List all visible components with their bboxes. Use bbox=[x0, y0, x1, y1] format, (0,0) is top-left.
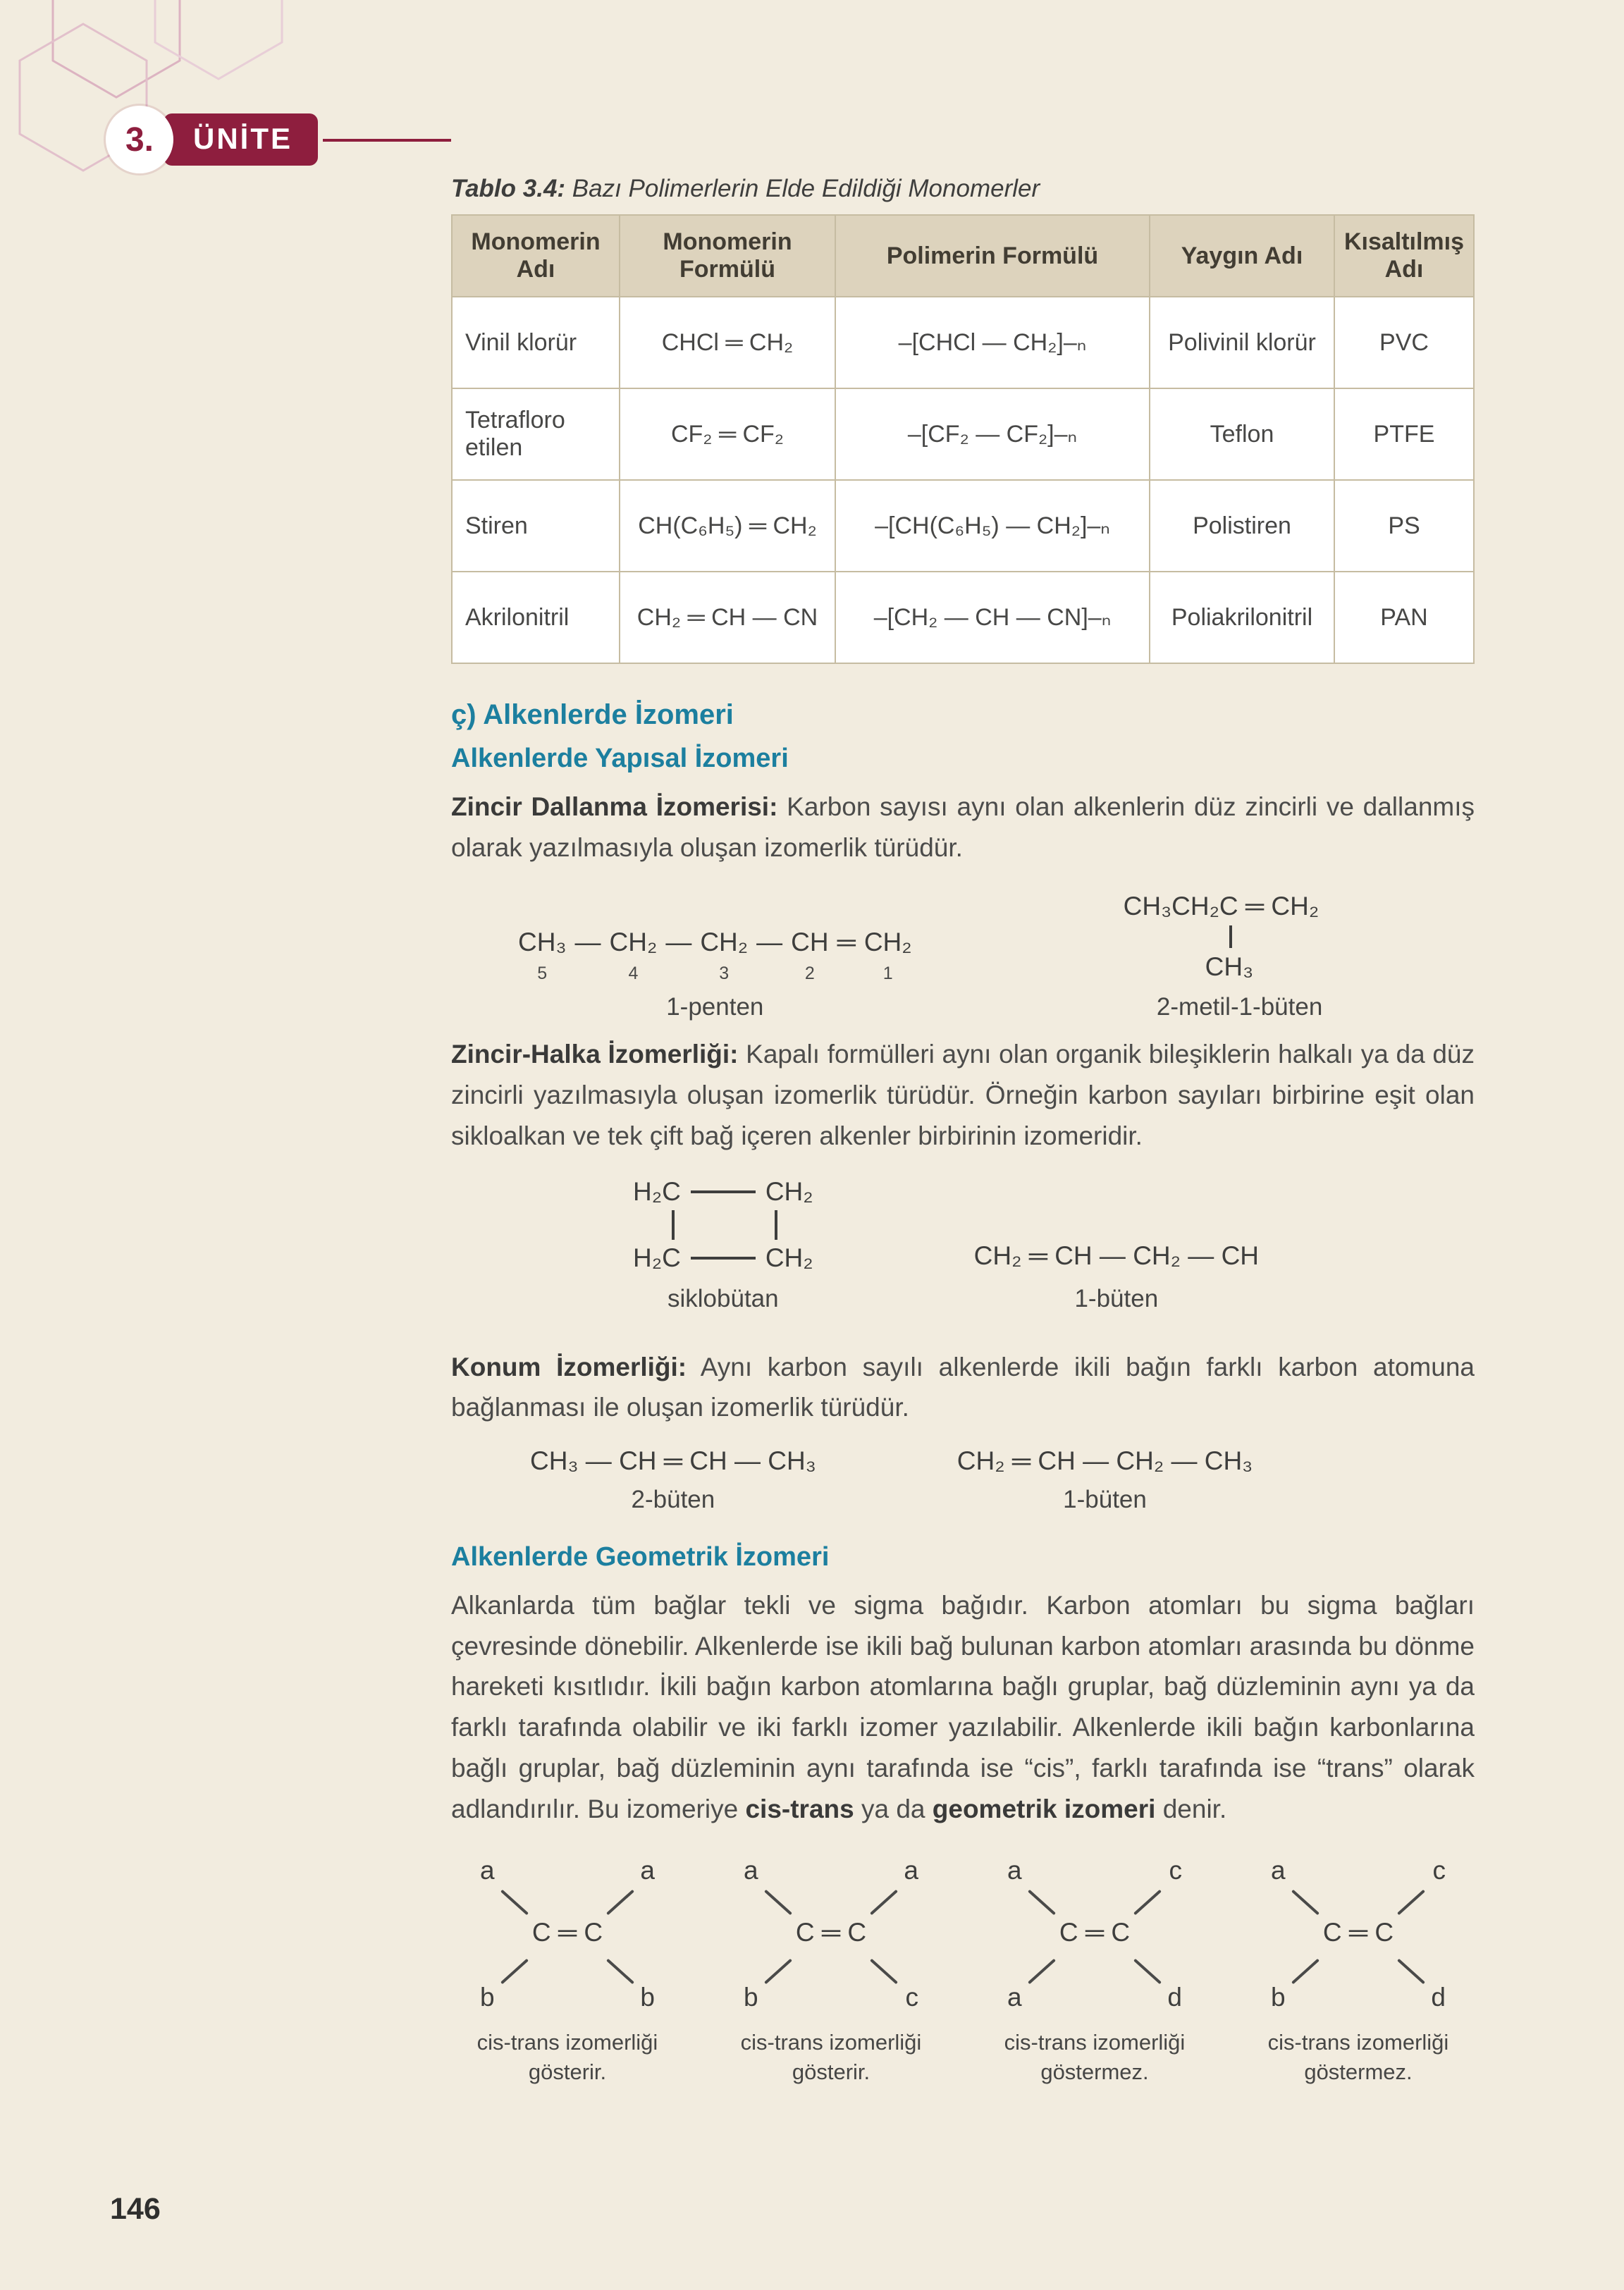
cell-monomer-formula: CH(C₆H₅) ═ CH₂ bbox=[620, 480, 835, 572]
cell-abbreviation: PAN bbox=[1334, 572, 1474, 663]
carbon-number: 4 bbox=[628, 963, 639, 983]
section-heading-alkenlerde-izomeri: ç) Alkenlerde İzomeri bbox=[451, 699, 734, 730]
carbon-unit bbox=[518, 928, 567, 983]
cell-monomer-formula: CF₂ ═ CF₂ bbox=[620, 388, 835, 480]
cell-common-name: Polivinil klorür bbox=[1150, 297, 1334, 388]
col-header-polymer-formula: Polimerin Formülü bbox=[835, 215, 1150, 297]
substituent-top-left: a bbox=[480, 1856, 495, 1885]
paragraph-text: Alkanlarda tüm bağlar tekli ve sigma bağıdır. Karbon atomları bu sigma bağları çevresinde dönebilir. Alkenlerde ise ikili bağ bulunan karbon atomları arasında bu dönme hareketi kısıtlıdır. İkili bağın karbon atomlarına bağlı gruplar, bağ düzleminin aynı ya da farklı tarafında olabilir ve iki farklı izomer yazılabilir. Alkenlerde ikili bağın karbonlarına bağlı gruplar, bağ düzleminin aynı tarafında ise “cis”, farklı tarafında ise “trans” olarak adlandırılır. Bu izomeriye bbox=[451, 1591, 1475, 1823]
cell-common-name: Polistiren bbox=[1150, 480, 1334, 572]
carbon-number: 2 bbox=[804, 963, 815, 983]
table-row bbox=[452, 572, 1474, 663]
bond-diagonal bbox=[500, 1890, 529, 1915]
vertical-bond bbox=[672, 1210, 675, 1240]
cis-trans-diagram-3 bbox=[978, 1856, 1211, 2087]
single-bond: — bbox=[665, 928, 692, 957]
subsection-heading-geometrik-izomeri: Alkenlerde Geometrik İzomeri bbox=[451, 1542, 830, 1572]
horizontal-bond bbox=[691, 1190, 756, 1193]
structure-2-buten bbox=[530, 1446, 816, 1514]
double-bond-center: C ═ C bbox=[1059, 1918, 1131, 1947]
diagram-caption: cis-trans izomerliği gösterir. bbox=[740, 2030, 922, 2085]
bond-diagonal bbox=[1291, 1890, 1320, 1915]
bond-diagonal bbox=[1397, 1890, 1425, 1915]
cell-monomer-formula: CH₂ ═ CH — CN bbox=[620, 572, 835, 663]
paragraph-text: ya da bbox=[854, 1794, 933, 1823]
ring-vertical-bonds bbox=[633, 1209, 813, 1241]
ring-bottom-row bbox=[633, 1241, 813, 1275]
table-caption bbox=[451, 175, 1475, 203]
substituent-top-left: a bbox=[1007, 1856, 1022, 1885]
cis-trans-diagram-1 bbox=[451, 1856, 684, 2087]
paragraph-lead: Zincir-Halka İzomerliği: bbox=[451, 1040, 739, 1069]
cell-abbreviation: PS bbox=[1334, 480, 1474, 572]
cell-abbreviation: PTFE bbox=[1334, 388, 1474, 480]
single-bond: — bbox=[756, 928, 783, 957]
carbon-formula: CH bbox=[791, 928, 829, 957]
unit-divider-line bbox=[323, 139, 451, 142]
structure-row-chain-isomers bbox=[451, 892, 1475, 1021]
cis-trans-figure bbox=[735, 1856, 927, 2017]
substituent-bottom-right: b bbox=[640, 1983, 655, 2012]
cell-polymer-formula: –[CF₂ — CF₂]–ₙ bbox=[835, 388, 1150, 480]
cell-monomer-name: Vinil klorür bbox=[452, 297, 620, 388]
double-bond-center: C ═ C bbox=[1322, 1918, 1394, 1947]
structure-2-metil-1-buten bbox=[1124, 892, 1356, 1021]
structure-label: 2-büten bbox=[631, 1486, 715, 1514]
cis-trans-diagram-row bbox=[451, 1856, 1475, 2087]
diagram-caption: cis-trans izomerliği gösterir. bbox=[476, 2030, 658, 2085]
unit-label: ÜNİTE bbox=[164, 113, 318, 166]
paragraph-text: Aynı karbon sayılı alkenlerde ikili bağın farklı karbon atomuna bağlanması ile oluşan izomerlik türüdür. bbox=[451, 1352, 1475, 1422]
hexagon-outline bbox=[53, 0, 180, 97]
branch-group: CH₃ bbox=[1205, 952, 1254, 982]
substituent-bottom-left: b bbox=[1271, 1983, 1286, 2012]
bold-cis-trans: cis-trans bbox=[745, 1794, 854, 1823]
double-bond-center: C ═ C bbox=[795, 1918, 867, 1947]
page-number: 146 bbox=[110, 2192, 161, 2226]
bold-geometrik-izomeri: geometrik izomeri bbox=[932, 1794, 1156, 1823]
substituent-top-right: a bbox=[904, 1856, 918, 1885]
unit-number: 3. bbox=[106, 106, 173, 173]
cell-polymer-formula: –[CHCl — CH₂]–ₙ bbox=[835, 297, 1150, 388]
structure-1-buten bbox=[957, 1446, 1253, 1514]
hexagon-outline bbox=[155, 0, 282, 79]
structure-1-buten bbox=[974, 1241, 1259, 1313]
structure-label: 2-metil-1-büten bbox=[1156, 993, 1323, 1021]
substituent-bottom-right: d bbox=[1167, 1983, 1182, 2012]
table-row bbox=[452, 480, 1474, 572]
structure-label: 1-büten bbox=[1063, 1486, 1147, 1514]
carbon-unit bbox=[700, 928, 748, 983]
table-caption-label: Tablo 3.4: bbox=[451, 175, 566, 202]
col-header-abbreviation: Kısaltılmış Adı bbox=[1334, 215, 1474, 297]
formula: CH₂ ═ CH — CH₂ — CH₃ bbox=[956, 1446, 1253, 1476]
paragraph-geometrik-izomeri bbox=[451, 1585, 1475, 1829]
structure-label: 1-büten bbox=[1074, 1284, 1159, 1312]
subsection-heading-yapisal-izomeri: Alkenlerde Yapısal İzomeri bbox=[451, 744, 789, 773]
bond-diagonal bbox=[870, 1890, 898, 1915]
paragraph-zincir-halka bbox=[451, 1034, 1475, 1156]
table-row bbox=[452, 388, 1474, 480]
cell-abbreviation: PVC bbox=[1334, 297, 1474, 388]
carbon-unit bbox=[610, 928, 658, 983]
cell-monomer-name: Tetrafloro etilen bbox=[452, 388, 620, 480]
carbon-formula: CH₂ bbox=[609, 928, 658, 957]
ring-top-row bbox=[633, 1175, 813, 1209]
bond-diagonal bbox=[500, 1959, 529, 1984]
carbon-chain bbox=[518, 928, 912, 983]
bond-diagonal bbox=[606, 1890, 634, 1915]
cell-monomer-name: Akrilonitril bbox=[452, 572, 620, 663]
structure-label: 1-penten bbox=[666, 993, 764, 1021]
bond-diagonal bbox=[764, 1890, 792, 1915]
carbon-formula: CH₃ bbox=[518, 928, 567, 957]
double-bond-center: C ═ C bbox=[531, 1918, 603, 1947]
horizontal-bond bbox=[691, 1257, 756, 1260]
table-caption-text: Bazı Polimerlerin Elde Edildiği Monomerler bbox=[565, 175, 1040, 202]
cis-trans-figure bbox=[472, 1856, 663, 2017]
polymer-monomer-table bbox=[451, 214, 1475, 664]
structure-row-position-isomers bbox=[451, 1446, 1475, 1514]
substituent-bottom-left: b bbox=[480, 1983, 495, 2012]
substituent-bottom-left: a bbox=[1007, 1983, 1022, 2012]
paragraph-lead: Konum İzomerliği: bbox=[451, 1352, 687, 1381]
bond-diagonal bbox=[1028, 1890, 1056, 1915]
structure-siklobutan bbox=[633, 1175, 813, 1313]
col-header-monomer-name: Monomerin Adı bbox=[452, 215, 620, 297]
structure-1-penten bbox=[518, 928, 912, 1021]
cell-common-name: Poliakrilonitril bbox=[1150, 572, 1334, 663]
cell-common-name: Teflon bbox=[1150, 388, 1334, 480]
bond-diagonal bbox=[870, 1959, 898, 1984]
paragraph-text: denir. bbox=[1155, 1794, 1227, 1823]
bond-diagonal bbox=[764, 1959, 792, 1984]
cyclobutane-ring bbox=[633, 1175, 813, 1275]
cis-trans-figure bbox=[999, 1856, 1191, 2017]
cis-trans-figure bbox=[1262, 1856, 1454, 2017]
substituent-top-right: c bbox=[1432, 1856, 1446, 1885]
bond-diagonal bbox=[1291, 1959, 1320, 1984]
cis-trans-diagram-4 bbox=[1242, 1856, 1475, 2087]
structure-label: siklobütan bbox=[668, 1284, 779, 1312]
page-content bbox=[451, 175, 1475, 2087]
cell-polymer-formula: –[CH₂ — CH — CN]–ₙ bbox=[835, 572, 1150, 663]
ring-group: H₂C bbox=[633, 1243, 681, 1272]
paragraph-text: Karbon sayısı aynı olan alkenlerin düz zincirli ve dallanmış olarak yazılmasıyla oluşan izomerlik türüdür. bbox=[451, 792, 1475, 862]
cell-monomer-formula: CHCl ═ CH₂ bbox=[620, 297, 835, 388]
double-bond: ═ bbox=[837, 928, 856, 957]
formula: CH₃ — CH ═ CH — CH₃ bbox=[530, 1446, 816, 1476]
structure-row-ring-isomers bbox=[451, 1175, 1475, 1313]
bond-diagonal bbox=[1028, 1959, 1056, 1984]
carbon-number: 1 bbox=[882, 963, 893, 983]
table-row bbox=[452, 297, 1474, 388]
ring-group: H₂C bbox=[633, 1176, 681, 1206]
unit-badge bbox=[106, 106, 318, 173]
substituent-top-left: a bbox=[1271, 1856, 1286, 1885]
bond-diagonal bbox=[1133, 1959, 1162, 1984]
diagram-caption: cis-trans izomerliği göstermez. bbox=[1267, 2030, 1449, 2085]
bond-diagonal bbox=[1133, 1890, 1162, 1915]
paragraph-lead: Zincir Dallanma İzomerisi: bbox=[451, 792, 778, 821]
diagram-caption: cis-trans izomerliği göstermez. bbox=[1004, 2030, 1186, 2085]
cell-polymer-formula: –[CH(C₆H₅) — CH₂]–ₙ bbox=[835, 480, 1150, 572]
carbon-number: 5 bbox=[537, 963, 548, 983]
substituent-top-right: c bbox=[1169, 1856, 1182, 1885]
vertical-bond bbox=[775, 1210, 777, 1240]
ring-group: CH₂ bbox=[765, 1243, 813, 1272]
carbon-formula: CH₂ bbox=[700, 928, 749, 957]
cell-monomer-name: Stiren bbox=[452, 480, 620, 572]
paragraph-text: Kapalı formülleri aynı olan organik bileşiklerin halkalı ya da düz zincirli yazılmasıyla oluşan izomerlik türüdür. Örneğin karbon sayıları birbirine eşit olan sikloalkan ve tek çift bağ içeren alkenler birbirinin izomeridir. bbox=[451, 1040, 1475, 1150]
vertical-bond bbox=[1229, 925, 1232, 948]
paragraph-konum-izomerligi bbox=[451, 1347, 1475, 1428]
bond-diagonal bbox=[606, 1959, 634, 1984]
carbon-unit bbox=[791, 928, 828, 983]
substituent-bottom-left: b bbox=[744, 1983, 758, 2012]
bond-diagonal bbox=[1397, 1959, 1425, 1984]
carbon-formula: CH₂ bbox=[863, 928, 912, 957]
formula-main-chain: CH₃CH₂C ═ CH₂ bbox=[1123, 892, 1320, 921]
carbon-number: 3 bbox=[719, 963, 730, 983]
substituent-top-right: a bbox=[640, 1856, 655, 1885]
single-bond: — bbox=[574, 928, 601, 957]
paragraph-zincir-dallanma bbox=[451, 787, 1475, 868]
formula: CH₂ ═ CH — CH₂ — CH bbox=[973, 1241, 1260, 1270]
ring-group: CH₂ bbox=[765, 1176, 813, 1206]
table-header-row bbox=[452, 215, 1474, 297]
substituent-bottom-right: c bbox=[905, 1983, 918, 2012]
col-header-monomer-formula: Monomerin Formülü bbox=[620, 215, 835, 297]
col-header-common-name: Yaygın Adı bbox=[1150, 215, 1334, 297]
carbon-unit bbox=[864, 928, 912, 983]
cis-trans-diagram-2 bbox=[715, 1856, 947, 2087]
substituent-top-left: a bbox=[744, 1856, 758, 1885]
substituent-bottom-right: d bbox=[1431, 1983, 1446, 2012]
